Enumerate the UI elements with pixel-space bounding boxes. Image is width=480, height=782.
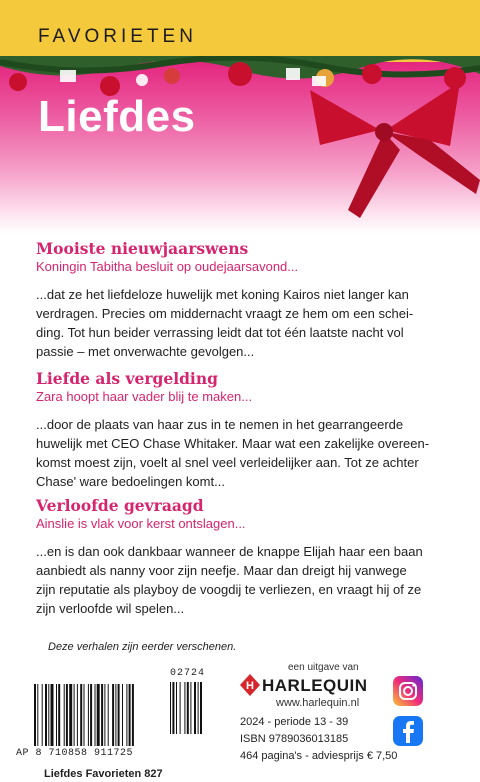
barcode-bar (77, 684, 78, 746)
barcode-bar (112, 684, 114, 746)
instagram-icon[interactable] (393, 676, 423, 706)
barcode-bar (97, 684, 100, 746)
story-text: ...door de plaats van haar zus in te nemen in het gearrangeerde huwelijk met CEO Chase Whitaker. Maar wat een zakelijke overeen- komst moest zijn, voelt al snel veel verleidelijker aan. Tot ze achter Chase' ware bedoelingen komt... (36, 417, 430, 489)
pages-price-text: 464 pagina's - adviesprijs € 7,50 (240, 750, 398, 762)
barcode-bar (90, 684, 92, 746)
barcode-bar (88, 684, 89, 746)
publisher-name: HARLEQUIN (262, 676, 368, 695)
barcode-bar (42, 684, 43, 746)
barcode-bar (180, 682, 181, 734)
barcode-bar (190, 682, 191, 734)
story-tagline: Koningin Tabitha besluit op oudejaarsavond... (36, 259, 299, 274)
product-title: Liefdes Favorieten 827 (44, 768, 163, 780)
barcode-bar (84, 684, 85, 746)
publisher-label: een uitgave van (288, 662, 359, 673)
barcode-bar (115, 684, 116, 746)
svg-text:H: H (246, 680, 254, 692)
barcode-bar (170, 682, 171, 734)
barcode-bar (101, 684, 103, 746)
isbn-text: ISBN 9789036013185 (240, 733, 349, 745)
barcode-bar (69, 684, 72, 746)
barcode-bar (95, 684, 96, 746)
barcode-bar (58, 684, 60, 746)
barcode-number: AP 8 710858 911725 (16, 748, 134, 759)
barcode-bar (51, 684, 54, 746)
barcode-bar (132, 684, 134, 746)
publisher-url: www.harlequin.nl (276, 697, 360, 709)
harlequin-diamond-icon (240, 674, 260, 696)
facebook-icon[interactable] (393, 716, 423, 746)
story-2 (36, 370, 456, 491)
barcode-bar (129, 684, 131, 746)
barcode-bar (176, 682, 177, 734)
barcode-bar (104, 684, 105, 746)
story-tagline: Ainslie is vlak voor kerst ontslagen... (36, 516, 246, 531)
barcode-bar (122, 684, 123, 746)
brand-title: Liefdes (38, 92, 196, 141)
barcode-bar (64, 684, 65, 746)
barcode-bar (187, 682, 189, 734)
barcode-bar (118, 684, 120, 746)
barcode-bar (108, 684, 109, 746)
barcode-addon-number: 02724 (170, 668, 206, 679)
barcode-bar (66, 684, 68, 746)
barcode-bar (56, 684, 57, 746)
barcode-bar (74, 684, 75, 746)
barcode-bar (37, 684, 38, 746)
story-text: ...dat ze het liefdeloze huwelijk met koning Kairos niet langer kan verdragen. Precies om middernacht vraagt ze hem om een schei- ding. Tot hun beider verrassing leidt dat tot één laatste nacht vol passie – met onverwachte gevolgen... (36, 287, 414, 359)
story-1 (36, 240, 456, 361)
barcode-bar (194, 682, 196, 734)
barcode-bar (198, 682, 199, 734)
barcode-icon (30, 668, 226, 782)
story-title: Verloofde gevraagd (36, 496, 204, 515)
republication-note: Deze verhalen zijn eerder verschenen. (48, 641, 237, 653)
barcode-bar (48, 684, 49, 746)
ribbon-bow-icon (300, 70, 480, 220)
series-label: FAVORIETEN (38, 26, 197, 47)
story-title: Liefde als vergelding (36, 369, 218, 388)
barcode-bar (184, 682, 185, 734)
barcode-bar (126, 684, 127, 746)
barcode-bar (200, 682, 202, 734)
period-text: 2024 - periode 13 - 39 (240, 716, 349, 728)
story-text: ...en is dan ook dankbaar wanneer de knappe Elijah haar een baan aanbiedt als nanny voor zijn neefje. Maar dan dreigt hij vanwege zijn reputatie als playboy de voogdij te verliezen, en vraagt hij of ze zijn verloofde wil spelen... (36, 544, 423, 616)
barcode-bar (45, 684, 47, 746)
story-tagline: Zara hoopt haar vader blij te maken... (36, 389, 253, 404)
barcode-bar (80, 684, 82, 746)
barcode-bar (172, 682, 174, 734)
barcode-bar (34, 684, 36, 746)
story-3 (36, 497, 456, 618)
story-title: Mooiste nieuwjaarswens (36, 239, 249, 258)
